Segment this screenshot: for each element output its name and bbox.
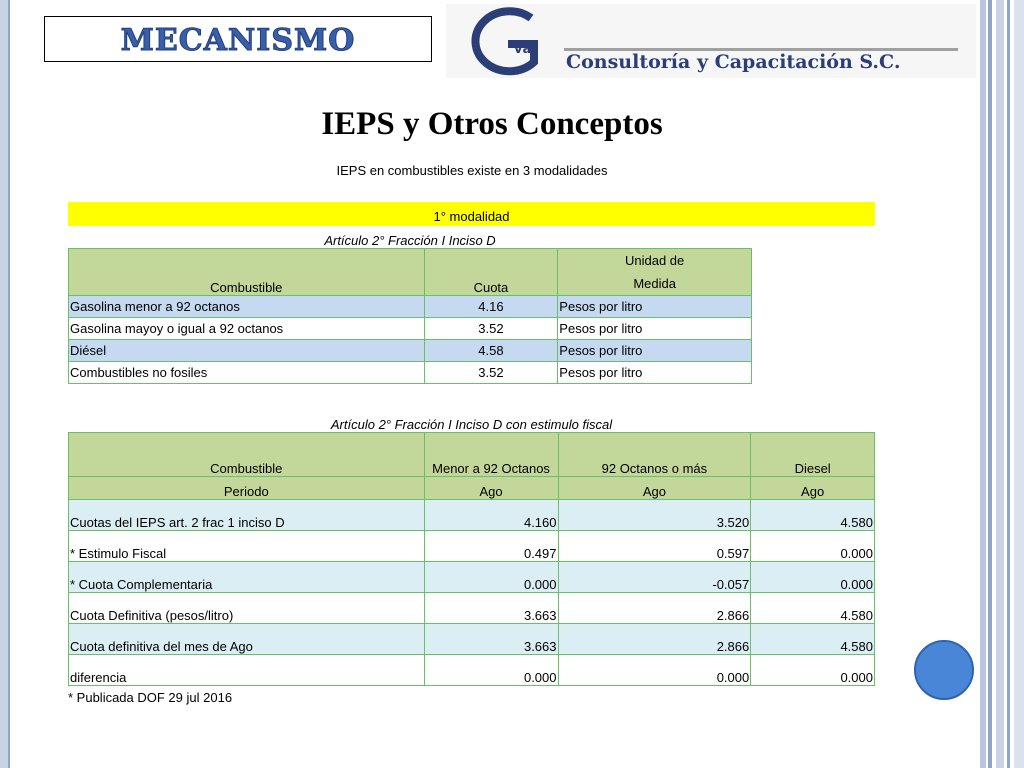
fuel-cell: Diésel (69, 340, 425, 362)
header-cell: Cuota (424, 249, 558, 296)
table-row (69, 531, 875, 562)
concept-cell: * Cuota Complementaria (69, 562, 425, 593)
mecanismo-title: MECANISMO (120, 23, 356, 58)
table-row (69, 562, 875, 593)
border-bar (988, 0, 992, 768)
table-row (69, 655, 875, 686)
table-row (69, 624, 875, 655)
table-row (69, 318, 752, 340)
cuota-cell: 4.58 (424, 340, 558, 362)
value-cell: 3.663 (424, 593, 558, 624)
header-line: Unidad de (625, 253, 685, 268)
value-cell: 3.520 (558, 500, 751, 531)
table2-header-row (69, 433, 875, 477)
fuel-cell: Gasolina mayoy o igual a 92 octanos (69, 318, 425, 340)
concept-cell: Cuotas del IEPS art. 2 frac 1 inciso D (69, 500, 425, 531)
period-cell: Ago (558, 477, 751, 500)
table-row (69, 296, 752, 318)
unit-cell: Pesos por litro (558, 318, 752, 340)
period-cell: Ago (751, 477, 875, 500)
value-cell: 4.160 (424, 500, 558, 531)
value-cell: 2.866 (558, 593, 751, 624)
unit-cell: Pesos por litro (558, 362, 752, 384)
value-cell: 0.000 (751, 562, 875, 593)
border-bar (1014, 0, 1024, 768)
value-cell: 0.597 (558, 531, 751, 562)
value-cell: -0.057 (558, 562, 751, 593)
value-cell: 0.000 (424, 562, 558, 593)
logo-g-icon (446, 4, 556, 78)
concept-cell: Cuota Definitiva (pesos/litro) (69, 593, 425, 624)
value-cell: 4.580 (751, 500, 875, 531)
table1 (68, 248, 752, 384)
table2-caption: Artículo 2° Fracción I Inciso D con estimulo fiscal (330, 417, 613, 432)
period-cell: Periodo (69, 477, 425, 500)
cuota-cell: 4.16 (424, 296, 558, 318)
table-row (69, 362, 752, 384)
period-row (69, 477, 875, 500)
concept-cell: * Estimulo Fiscal (69, 531, 425, 562)
concept-cell: diferencia (69, 655, 425, 686)
cuota-cell: 3.52 (424, 318, 558, 340)
value-cell: 0.000 (424, 655, 558, 686)
period-cell: Ago (424, 477, 558, 500)
mecanismo-box (44, 16, 432, 62)
footnote: * Publicada DOF 29 jul 2016 (68, 690, 233, 705)
header-cell: 92 Octanos o más (558, 433, 751, 477)
header-line: Medida (633, 276, 676, 291)
table1-header-row (69, 249, 752, 296)
header-cell (558, 249, 752, 296)
company-logo (446, 4, 976, 78)
table-row (69, 500, 875, 531)
value-cell: 0.000 (751, 655, 875, 686)
fuel-cell: Gasolina menor a 92 octanos (69, 296, 425, 318)
unit-cell: Pesos por litro (558, 296, 752, 318)
slide-right-border (980, 0, 1024, 768)
concept-cell: Cuota definitiva del mes de Ago (69, 624, 425, 655)
header-cell: Combustible (69, 249, 425, 296)
modalidad-bar: 1° modalidad (68, 202, 875, 226)
header-cell: Diesel (751, 433, 875, 477)
decorative-circle (914, 640, 974, 700)
value-cell: 0.000 (751, 531, 875, 562)
value-cell: 0.497 (424, 531, 558, 562)
value-cell: 2.866 (558, 624, 751, 655)
value-cell: 0.000 (558, 655, 751, 686)
header-cell: Menor a 92 Octanos (424, 433, 558, 477)
table-row (69, 340, 752, 362)
border-bar (1007, 0, 1010, 768)
value-cell: 4.580 (751, 624, 875, 655)
unit-cell: Pesos por litro (558, 340, 752, 362)
fuel-cell: Combustibles no fosiles (69, 362, 425, 384)
table-row (69, 593, 875, 624)
border-bar (996, 0, 1004, 768)
header-cell: Combustible (69, 433, 425, 477)
logo-text: Consultoría y Capacitación S.C. (566, 51, 901, 73)
value-cell: 3.663 (424, 624, 558, 655)
table2 (68, 432, 875, 686)
page-subtitle: IEPS en combustibles existe en 3 modalidades (336, 163, 608, 178)
cuota-cell: 3.52 (424, 362, 558, 384)
logo-va: va (514, 42, 532, 57)
table1-caption: Artículo 2° Fracción I Inciso D (324, 233, 496, 248)
page-title: IEPS y Otros Conceptos (321, 106, 663, 142)
value-cell: 4.580 (751, 593, 875, 624)
